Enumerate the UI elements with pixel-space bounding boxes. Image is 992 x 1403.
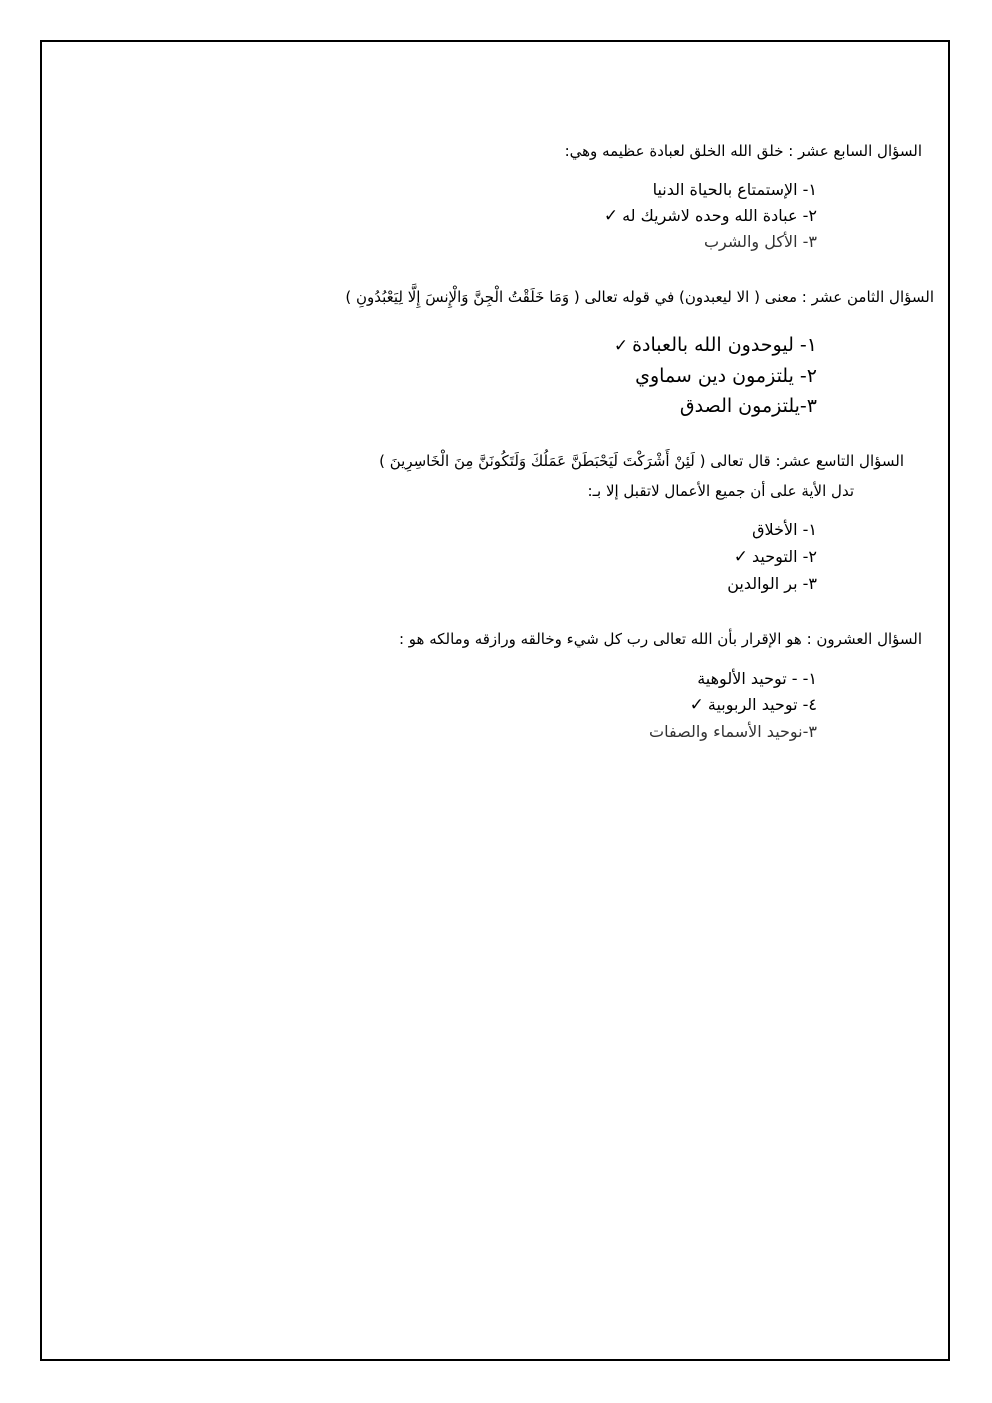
- question-19-prompt: السؤال التاسع عشر: قال تعالى ( لَئِنْ أَشْرَكْتَ لَيَحْبَطَنَّ عَمَلُكَ وَلَتَكُونَنَّ مِنَ الْخَاسِرِينَ ): [379, 452, 904, 470]
- question-18-option-3: ٣-يلتزمون الصدق: [679, 395, 817, 417]
- question-20-option-2: ٤- توحيد الربوبية✓: [689, 695, 817, 715]
- question-19-option-3: ٣- بر الوالدين: [727, 574, 817, 593]
- question-19-subprompt: تدل الأية على أن جميع الأعمال لاتقبل إلا بـ:: [587, 482, 854, 500]
- question-17-option-1: ١- الإستمتاع بالحياة الدنيا: [652, 180, 817, 199]
- check-icon: ✓: [733, 547, 749, 567]
- check-icon: ✓: [613, 336, 629, 356]
- question-20-prompt: السؤال العشرون : هو الإقرار بأن الله تعالى رب كل شيء وخالقه ورازقه ومالكه هو :: [398, 630, 922, 648]
- question-18-prompt: السؤال الثامن عشر : معنى ( الا ليعبدون) في قوله تعالى ( وَمَا خَلَقْتُ الْجِنَّ وَالْإِنسَ إِلَّا لِيَعْبُدُونِ ): [345, 288, 934, 306]
- question-17-option-3: ٣- الأكل والشرب: [703, 232, 817, 251]
- question-19-option-1: ١- الأخلاق: [752, 520, 817, 539]
- question-20-option-3: ٣-نوحيد الأسماء والصفات: [649, 722, 817, 741]
- question-18-option-2: ٢- يلتزمون دين سماوي: [635, 365, 817, 387]
- question-20-option-1: ١- - توحيد الألوهية: [697, 669, 817, 688]
- question-18-option-1: ١- ليوحدون الله بالعبادة✓: [613, 334, 817, 356]
- check-icon: ✓: [689, 695, 704, 715]
- check-icon: ✓: [603, 206, 619, 226]
- question-19-option-2: ٢- التوحيد✓: [733, 547, 817, 567]
- question-17-option-2: ٢- عبادة الله وحده لاشريك له✓: [603, 206, 817, 226]
- question-17-prompt: السؤال السابع عشر : خلق الله الخلق لعبادة عظيمه وهي:: [564, 142, 922, 160]
